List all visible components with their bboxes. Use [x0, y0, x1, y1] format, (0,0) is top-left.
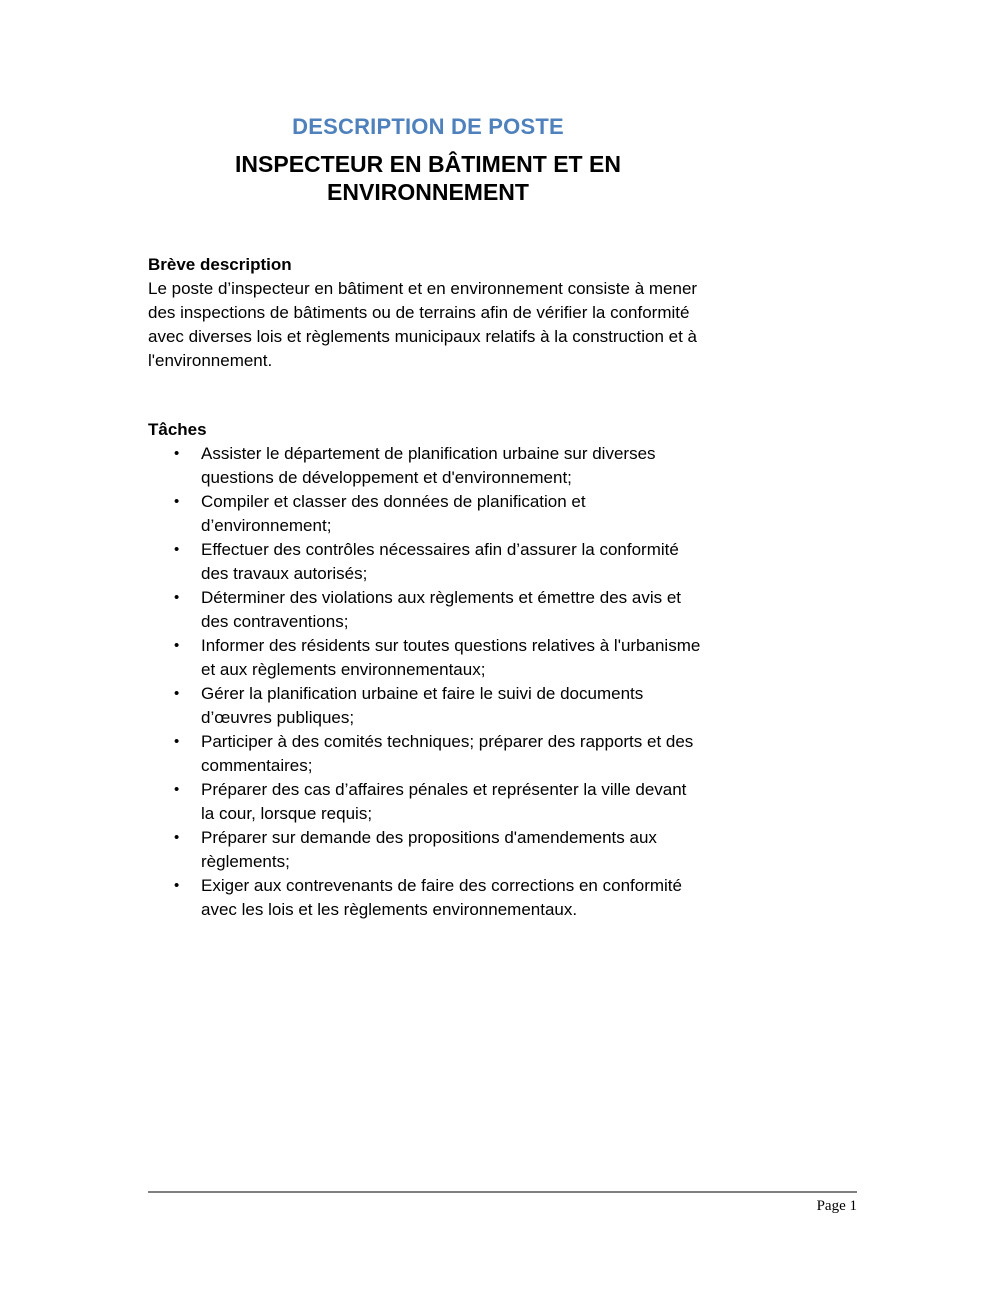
bullet-marker: • [174, 541, 180, 558]
bullet-marker: • [174, 733, 180, 750]
section-breve-description [148, 253, 713, 373]
task-item [148, 634, 713, 682]
task-text: Assister le département de planification urbaine sur diverses questions de développement et d'environnement; [201, 444, 656, 487]
task-list [148, 442, 713, 922]
task-text: Informer des résidents sur toutes questions relatives à l'urbanisme et aux règlements environnementaux; [201, 636, 701, 679]
bullet-marker: • [174, 781, 180, 798]
bullet-marker: • [174, 445, 180, 462]
page-footer [148, 1191, 857, 1215]
title-block [148, 114, 708, 206]
bullet-marker: • [174, 877, 180, 894]
task-text: Déterminer des violations aux règlements et émettre des avis et des contraventions; [201, 588, 682, 631]
document-title: DESCRIPTION DE POSTE [292, 114, 564, 139]
task-item [148, 490, 713, 538]
task-item [148, 874, 713, 922]
breve-description-paragraph: Le poste d’inspecteur en bâtiment et en environnement consiste à mener des inspections de bâtiments ou de terrains afin de vérifier la conformité avec diverses lois et règlements municipaux relatifs à la construction et à l'environnement. [148, 279, 698, 370]
page-number: Page 1 [816, 1198, 857, 1214]
document-subtitle: INSPECTEUR EN BÂTIMENT ET EN ENVIRONNEMENT [235, 151, 621, 205]
task-text: Compiler et classer des données de planification et d’environnement; [201, 492, 586, 535]
task-text: Exiger aux contrevenants de faire des corrections en conformité avec les lois et les règlements environnementaux. [201, 876, 682, 919]
bullet-marker: • [174, 685, 180, 702]
taches-heading: Tâches [148, 420, 207, 439]
task-item [148, 826, 713, 874]
task-text: Effectuer des contrôles nécessaires afin d’assurer la conformité des travaux autorisés; [201, 540, 679, 583]
task-item [148, 442, 713, 490]
task-item [148, 538, 713, 586]
bullet-marker: • [174, 589, 180, 606]
footer-divider [148, 1191, 857, 1193]
task-text: Préparer des cas d’affaires pénales et représenter la ville devant la cour, lorsque requis; [201, 780, 687, 823]
task-text: Gérer la planification urbaine et faire le suivi de documents d’œuvres publiques; [201, 684, 644, 727]
task-item [148, 778, 713, 826]
bullet-marker: • [174, 637, 180, 654]
task-item [148, 586, 713, 634]
breve-description-heading: Brève description [148, 255, 292, 274]
bullet-marker: • [174, 829, 180, 846]
task-item [148, 682, 713, 730]
task-text: Préparer sur demande des propositions d'amendements aux règlements; [201, 828, 657, 871]
task-text: Participer à des comités techniques; préparer des rapports et des commentaires; [201, 732, 694, 775]
task-item [148, 730, 713, 778]
section-taches [148, 418, 713, 922]
bullet-marker: • [174, 493, 180, 510]
